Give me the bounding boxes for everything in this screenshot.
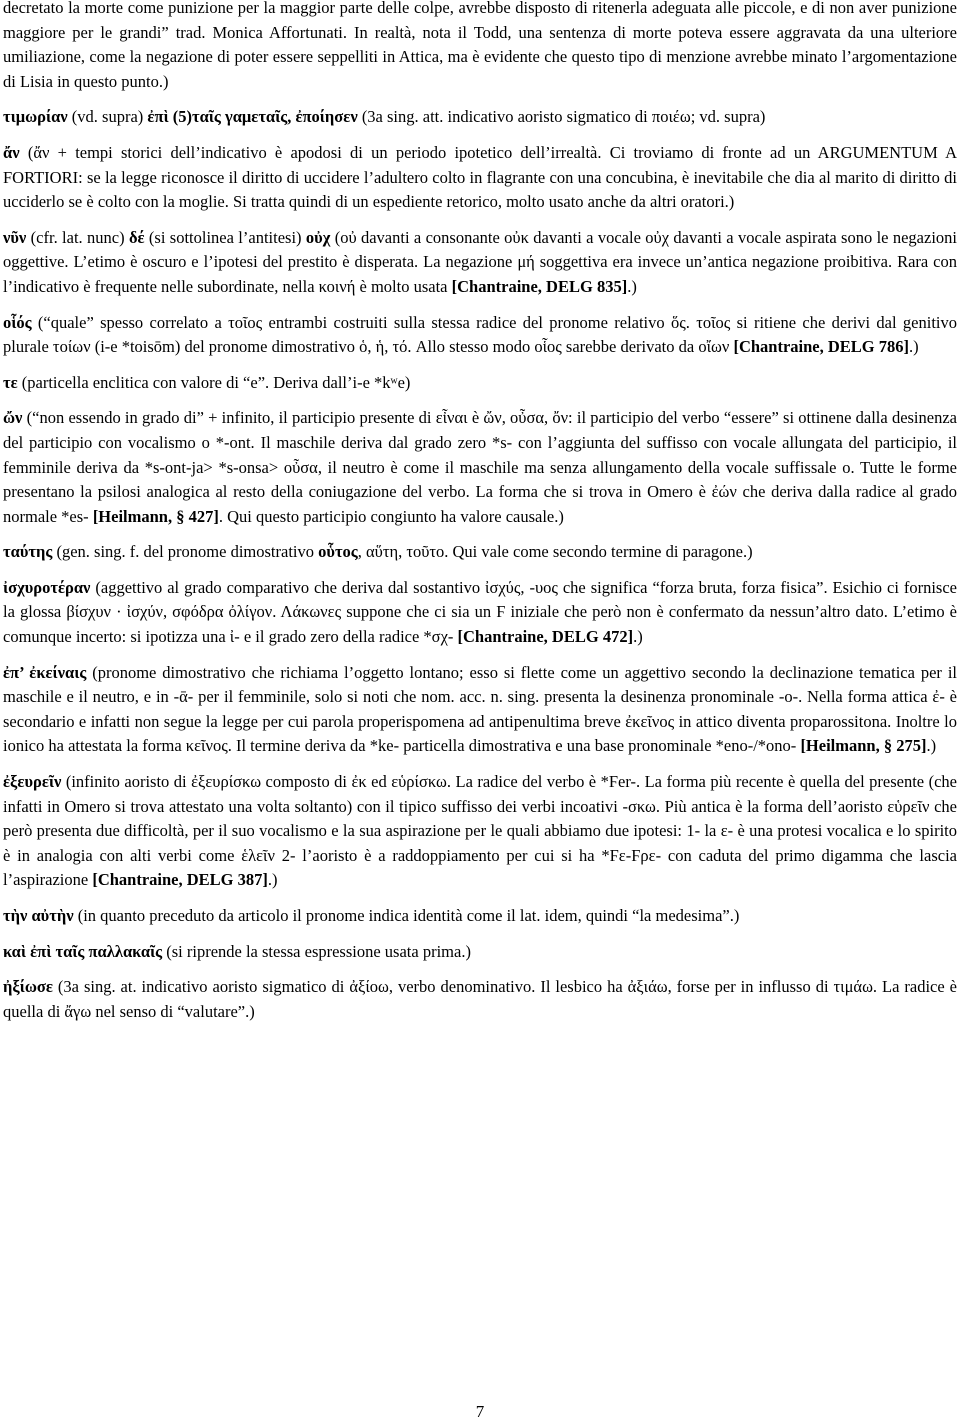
commentary-text: (3a sing. att. indicativo aoristo sigmatico di ποιέω; vd. supra) xyxy=(357,107,766,127)
commentary-text: (si sottolinea l’antitesi) xyxy=(144,227,306,247)
headword: τὴν αὐτὴν xyxy=(3,906,74,925)
commentary-paragraph xyxy=(3,904,957,929)
headword: τιμωρίαν xyxy=(3,107,68,127)
commentary-paragraph xyxy=(3,311,957,360)
commentary-text: (οὐ davanti a consonante οὐκ davanti a vocale οὐχ davanti a vocale aspirata sono le negazioni oggettive. L’etimo è oscuro e l’ipotesi del prestito è disperata. La negazione μή soggettiva era invece un’antica negazione proibitiva. Rara con l’indicativo è frequente nelle subordinate, nella κοινή è molto usata xyxy=(3,227,957,296)
headword: νῦν xyxy=(3,227,27,247)
commentary-text: .) xyxy=(627,276,637,296)
headword: ἐξευρεῖν xyxy=(3,772,62,792)
commentary-text: . Qui questo participio congiunto ha valore causale.) xyxy=(218,506,564,526)
headword: δέ xyxy=(128,227,145,247)
commentary-paragraph xyxy=(3,371,957,396)
commentary-text: , αὕτη, τοῦτο. Qui vale come secondo termine di paragone.) xyxy=(357,542,753,562)
commentary-text: .) xyxy=(926,736,937,756)
commentary-text: (in quanto preceduto da articolo il pronome indica identità come il lat. idem, quindi “la medesima”.) xyxy=(73,906,740,925)
headword: ἠξίωσε xyxy=(3,977,53,997)
commentary-text: (gen. sing. f. del pronome dimostrativo xyxy=(52,542,319,562)
headword: ἐπ’ ἐκείναις xyxy=(3,662,87,682)
headword: [Chantraine, DELG 472] xyxy=(457,627,634,647)
commentary-text: .) xyxy=(633,627,643,647)
commentary-paragraph xyxy=(3,661,957,759)
headword: οὗτος xyxy=(318,542,358,562)
commentary-text: (aggettivo al grado comparativo che deriva dal sostantivo ἰσχύς, -υος che significa “forza bruta, forza fisica”. Esichio ci fornisce la glossa βίσχυν · ἰσχύν, σφόδρα ὀλίγον. Λάκωνες suppone che ci sia un Ϝ iniziale che però non è confermato da nessun’altro dato. L’etimo è comunque incerto: si ipotizza una ἰ- e il grado zero della radice *σχ- xyxy=(3,577,957,647)
commentary-text: (3a sing. at. indicativo aoristo sigmatico di ἀξίοω, verbo denominativo. Il lesbico ha ἀξιάω, forse per in influsso di τιμάω. La radice è quella di ἄγω nel senso di “valutare”.) xyxy=(3,977,957,1021)
commentary-text: (si riprende la stessa espressione usata prima.) xyxy=(162,941,471,961)
commentary-text: decretato la morte come punizione per la maggior parte delle colpe, avrebbe disposto di ritenerla adeguata alle piccole, e di non aver punizione maggiore per le grandi” trad. Monica Affortunati. In realtà, nota il Todd, una sentenza di morte poteva essere aggravata da una ulteriore umiliazione, come la negazione di poter essere seppelliti in Attica, ma è evidente che questo tipo di menzione avrebbe minato l’argomentazione di Lisia in questo punto.) xyxy=(3,0,957,91)
headword: [Heilmann, § 427] xyxy=(92,506,219,526)
document-body xyxy=(3,0,957,1024)
commentary-paragraph xyxy=(3,105,957,130)
document-page xyxy=(3,0,957,1035)
headword: οὐχ xyxy=(305,227,331,247)
commentary-paragraph xyxy=(3,975,957,1024)
headword: ἐπὶ (5)ταῖς γαμεταῖς, ἐποίησεν xyxy=(147,107,358,127)
commentary-text: (particella enclitica con valore di “e”. Deriva dall’i-e *kʷe) xyxy=(17,372,411,392)
commentary-text: .) xyxy=(909,337,919,357)
headword: [Heilmann, § 275] xyxy=(800,736,927,756)
commentary-paragraph xyxy=(3,406,957,529)
headword: καὶ ἐπὶ ταῖς παλλακαῖς xyxy=(3,941,163,961)
page-number: 7 xyxy=(475,1402,485,1421)
commentary-text: (vd. supra) xyxy=(67,107,148,127)
commentary-paragraph xyxy=(3,770,957,893)
commentary-paragraph xyxy=(3,940,957,965)
headword: [Chantraine, DELG 786] xyxy=(733,337,910,357)
headword: ἄν xyxy=(3,142,20,162)
commentary-paragraph xyxy=(3,226,957,300)
commentary-text: (pronome dimostrativo che richiama l’oggetto lontano; esso si flette come un aggettivo secondo la declinazione tematica per il maschile e il neutro, e in -ᾱ- per il femminile, solo si noti che nom. acc. n. sing. presenta la desinenza pronominale -o-. Nella forma attica ἐ- è secondario e infatti non segue la legge per cui parola properispomena ad antipenultima breve ἐκεῖνος in attico diventa proparossitona. Inoltre lo ionico ha attestata la forma κεῖνος. Il termine deriva da *ke- particella dimostrativa e una base pronominale *eno-/*ono- xyxy=(3,662,957,756)
commentary-text: (cfr. lat. nunc) xyxy=(26,227,129,247)
commentary-paragraph xyxy=(3,141,957,215)
commentary-text: (“non essendo in grado di” + infinito, il participio presente di εἶναι è ὤν, οὖσα, ὄν: il participio del verbo “essere” si ottinene dalla desinenza del participio con vocalismo o *-ont. Il maschile deriva dal grado zero *s- con l’aggiunta del suffisso con vocale allungata del participio, il femminile deriva da *s-ont-ja> *s-onsa> οὖσα, il neutro è come il maschile ma senza allungamento della vocale suffissale o. Tutte le forme presentano la psilosi analogica al resto della coniugazione del verbo. La forma che si trova in Omero è ἐών che deriva dalla radice al grado normale *es- xyxy=(3,408,957,526)
commentary-paragraph xyxy=(3,576,957,650)
commentary-text: (“quale” spesso correlato a τοῖος entrambi costruiti sulla stessa radice del pronome relativo ὅς. τοῖος si ritiene che derivi dal genitivo plurale τοίων (i-e *toisōm) del pronome dimostrativo ὁ, ἡ, τό. Allo stesso modo οἷος sarebbe derivato da οἴων xyxy=(3,312,957,357)
headword: οἷός xyxy=(3,312,32,332)
commentary-paragraph xyxy=(3,540,957,565)
commentary-text: (ἄν + tempi storici dell’indicativo è apodosi di un periodo ipotetico dell’irrealtà. Ci troviamo di fronte ad un ARGUMENTUM A FORTIORI: se la legge riconosce il diritto di uccidere l’adultero colto in flagrante con una concubina, è inevitabile che dia al marito di diritto di ucciderlo se è colto con la moglie. Si tratta quindi di un espediente retorico, molto usato anche da altri oratori.) xyxy=(3,142,957,212)
headword: ἰσχυροτέραν xyxy=(3,577,91,597)
commentary-text: .) xyxy=(267,870,278,890)
headword: ταύτης xyxy=(3,542,53,562)
headword: [Chantraine, DELG 387] xyxy=(92,870,268,890)
headword: [Chantraine, DELG 835] xyxy=(451,276,628,296)
headword: τε xyxy=(3,372,18,392)
commentary-paragraph xyxy=(3,0,957,94)
headword: ὤν xyxy=(3,408,23,428)
commentary-text: (infinito aoristo di ἐξευρίσκω composto di ἐκ ed εὑρίσκω. La radice del verbo è *Ϝer-. La forma più recente è quella del presente (che infatti in Omero si trova attestato una volta soltanto) con il tipico suffisso dei verbi incoativi -σκω. Più antica è la forma dell’aoristo εὑρεῖν che però presenta due difficoltà, per il suo vocalismo e la sua aspirazione per le quali abbiamo due ipotesi: 1- la ε- è una protesi vocalica e lo spirito è in analogia con alti verbi come ἑλεῖν 2- l’aoristo è a raddoppiamento per cui si ha *Ϝε-Ϝρε- con caduta del primo digamma che lascia l’aspirazione xyxy=(3,772,957,890)
